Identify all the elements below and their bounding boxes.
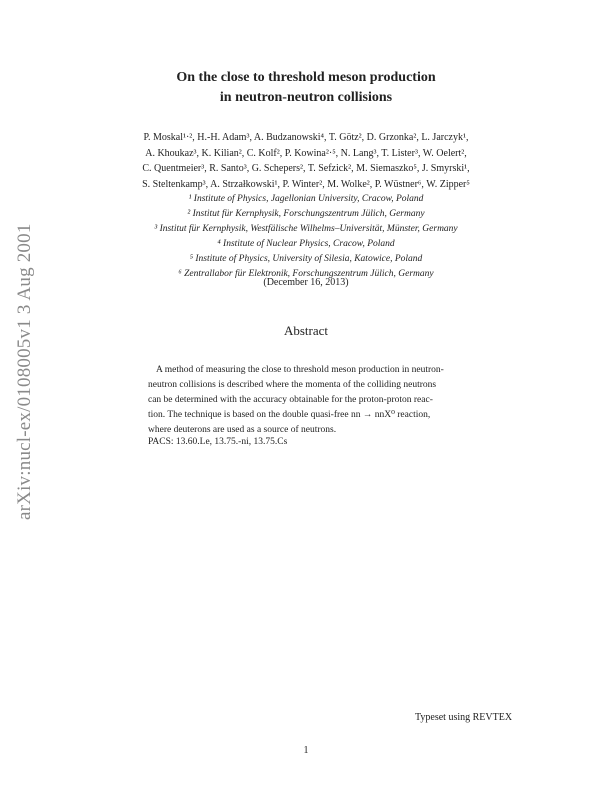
affiliation-item: ¹ Institute of Physics, Jagellonian University, Cracow, Poland xyxy=(188,194,424,204)
affiliation-item: ² Institut für Kernphysik, Forschungszentrum Jülich, Germany xyxy=(187,209,425,219)
abstract-heading: Abstract xyxy=(283,323,329,338)
abstract-line: can be determined with the accuracy obtainable for the proton-proton reac- xyxy=(148,395,433,405)
abstract-body xyxy=(148,363,488,438)
affiliation-list xyxy=(0,192,612,282)
author-line: S. Steltenkamp³, A. Strzałkowski¹, P. Winter², M. Wolke², P. Wüstner⁶, W. Zipper⁵ xyxy=(142,178,470,190)
affiliation-item: ³ Institut für Kernphysik, Westfälische Wilhelms–Universität, Münster, Germany xyxy=(154,224,458,234)
affiliation-item: ⁴ Institute of Nuclear Physics, Cracow, Poland xyxy=(217,239,395,249)
abstract-line: A method of measuring the close to threshold meson production in neutron- xyxy=(156,365,444,375)
affiliation-item: ⁵ Institute of Physics, University of Silesia, Katowice, Poland xyxy=(189,254,423,264)
paper-title xyxy=(0,68,612,108)
abstract-line: neutron collisions is described where the momenta of the colliding neutrons xyxy=(148,380,437,390)
arxiv-identifier: arXiv:nucl-ex/0108005v1 3 Aug 2001 xyxy=(14,223,35,520)
page-number: 1 xyxy=(303,745,309,756)
abstract-line: where deuterons are used as a source of neutrons. xyxy=(148,425,337,435)
title-line: in neutron-neutron collisions xyxy=(219,90,393,105)
pacs-codes: PACS: 13.60.Le, 13.75.-ni, 13.75.Cs xyxy=(148,437,288,447)
author-line: A. Khoukaz³, K. Kilian², C. Kolf², P. Kowina²·⁵, N. Lang³, T. Lister³, W. Oelert², xyxy=(145,147,467,159)
affiliation-item: ⁶ Zentrallabor für Elektronik, Forschungszentrum Jülich, Germany xyxy=(178,269,434,279)
title-line: On the close to threshold meson production xyxy=(176,70,436,85)
typeset-note: Typeset using REVTEX xyxy=(415,712,513,723)
paper-date: (December 16, 2013) xyxy=(263,277,349,288)
author-line: P. Moskal¹·², H.-H. Adam³, A. Budzanowski⁴, T. Götz², D. Grzonka², L. Jarczyk¹, xyxy=(143,132,469,143)
abstract-line: tion. The technique is based on the double quasi-free nn → nnX⁰ reaction, xyxy=(148,410,431,420)
author-list xyxy=(0,130,612,192)
author-line: C. Quentmeier³, R. Santo³, G. Schepers², T. Sefzick², M. Siemaszko⁵, J. Smyrski¹, xyxy=(142,163,470,174)
